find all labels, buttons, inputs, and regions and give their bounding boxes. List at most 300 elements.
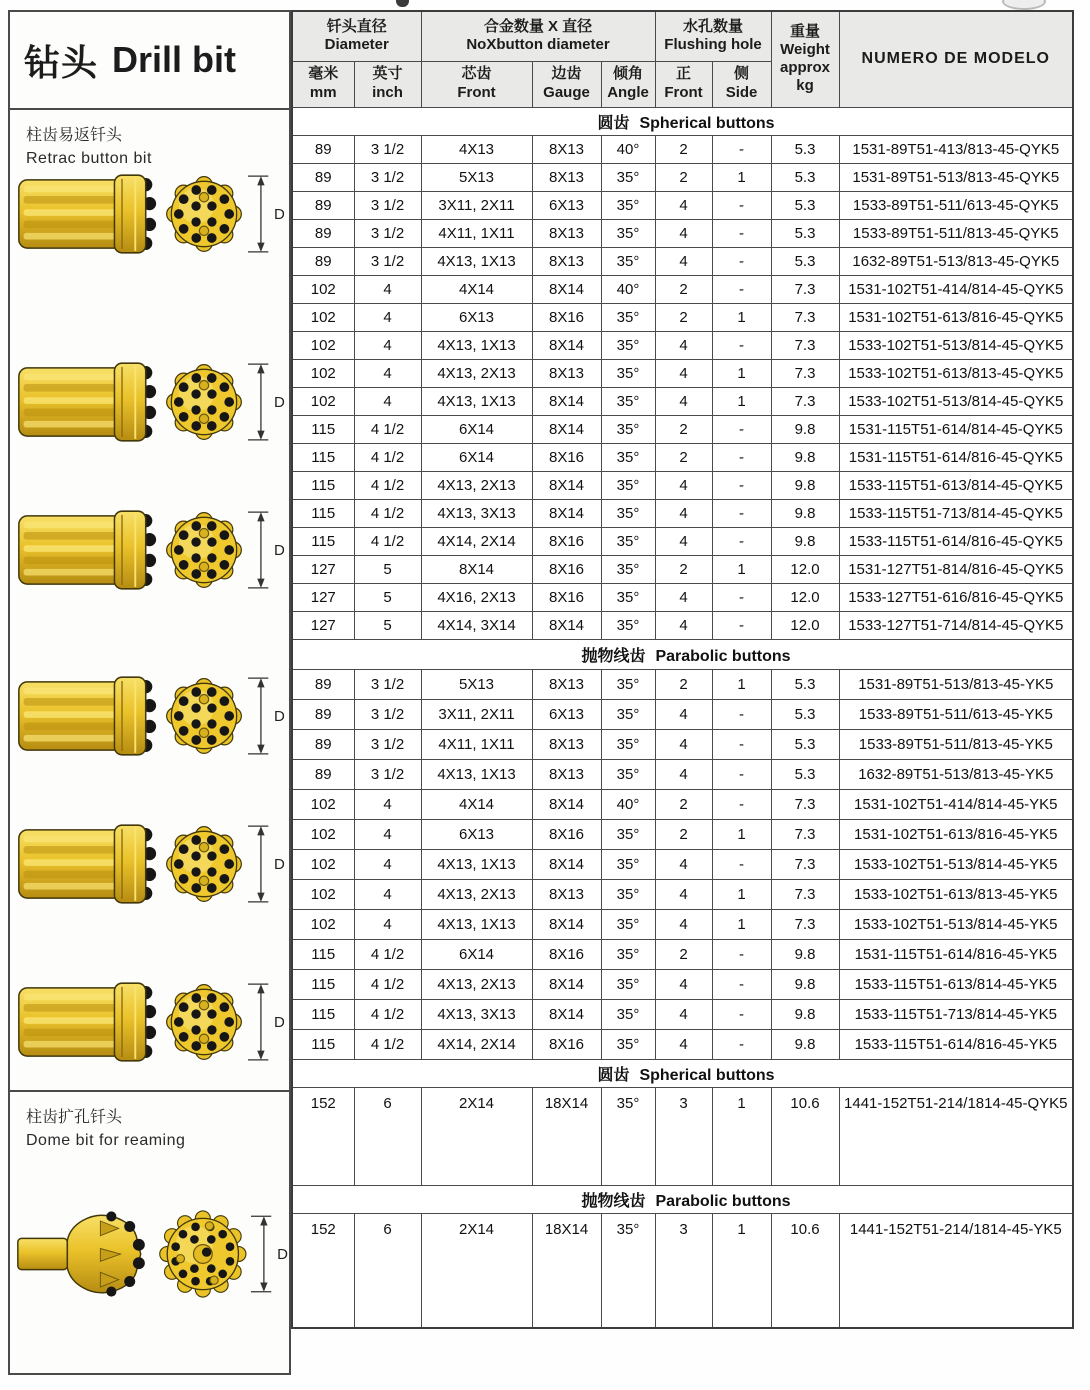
table-cell: 1531-115T51-614/816-45-YK5	[839, 939, 1073, 969]
section-label	[292, 1059, 1073, 1087]
table-cell: 4	[354, 879, 421, 909]
table-row	[292, 471, 1073, 499]
table-cell: 8X16	[532, 527, 601, 555]
table-cell: 12.0	[771, 555, 839, 583]
table-cell: 4X13, 3X13	[421, 999, 532, 1029]
drill-bit-side-view-image	[16, 979, 158, 1065]
table-cell: 4X13, 2X13	[421, 471, 532, 499]
table-cell: 1	[712, 879, 771, 909]
section-label-zh: 圆齿	[597, 114, 630, 132]
table-cell: 4	[655, 909, 712, 939]
table-cell: -	[712, 699, 771, 729]
section-label	[292, 1185, 1073, 1213]
table-cell: 3 1/2	[354, 247, 421, 275]
table-cell: -	[712, 219, 771, 247]
table-cell: 35°	[601, 819, 655, 849]
table-cell: 102	[292, 331, 354, 359]
table-cell: 35°	[601, 387, 655, 415]
dome-bit-figure	[16, 1204, 288, 1304]
table-row	[292, 443, 1073, 471]
table-cell: 8X14	[532, 499, 601, 527]
table-row	[292, 789, 1073, 819]
table-cell: 4 1/2	[354, 999, 421, 1029]
table-cell: 4X13, 2X13	[421, 359, 532, 387]
table-cell: 89	[292, 699, 354, 729]
table-cell: 4	[655, 583, 712, 611]
table-cell: 8X16	[532, 819, 601, 849]
table-cell: 4	[655, 527, 712, 555]
table-cell: 35°	[601, 191, 655, 219]
retrac-bit-label: 柱齿易返钎头 Retrac button bit	[26, 127, 152, 168]
table-cell: -	[712, 789, 771, 819]
table-cell: 115	[292, 443, 354, 471]
table-cell: 7.3	[771, 819, 839, 849]
table-cell: 4X13, 2X13	[421, 879, 532, 909]
table-cell: 35°	[601, 729, 655, 759]
table-cell: 102	[292, 275, 354, 303]
table-cell: 4	[655, 759, 712, 789]
table-row	[292, 191, 1073, 219]
table-cell: 5X13	[421, 163, 532, 191]
table-cell: 7.3	[771, 849, 839, 879]
table-cell: 1	[712, 1087, 771, 1185]
table-cell: 4X14, 3X14	[421, 611, 532, 639]
table-cell: 35°	[601, 247, 655, 275]
table-cell: 35°	[601, 1213, 655, 1328]
table-cell: 4	[655, 331, 712, 359]
table-cell: 8X14	[421, 555, 532, 583]
table-cell: 115	[292, 969, 354, 999]
table-cell: 3X11, 2X11	[421, 699, 532, 729]
spec-table	[291, 10, 1074, 1329]
table-cell: 35°	[601, 999, 655, 1029]
table-cell: 5	[354, 555, 421, 583]
table-cell: 5.3	[771, 669, 839, 699]
dimension-arrow-icon	[248, 359, 272, 445]
table-cell: 89	[292, 759, 354, 789]
table-cell: 1	[712, 555, 771, 583]
table-cell: 8X13	[532, 219, 601, 247]
table-cell: 1531-115T51-614/816-45-QYK5	[839, 443, 1073, 471]
table-cell: 8X13	[532, 759, 601, 789]
table-cell: 89	[292, 669, 354, 699]
dimension-arrow-icon	[248, 673, 272, 759]
table-cell: 5	[354, 611, 421, 639]
table-cell: 89	[292, 729, 354, 759]
table-cell: 2	[655, 939, 712, 969]
table-cell: -	[712, 729, 771, 759]
dimension-arrow-icon	[251, 1208, 275, 1300]
table-cell: 4	[655, 729, 712, 759]
header-mm: 毫米 mm	[292, 61, 354, 107]
table-row	[292, 1213, 1073, 1328]
table-cell: 1533-89T51-511/613-45-QYK5	[839, 191, 1073, 219]
table-cell: 8X14	[532, 969, 601, 999]
table-cell: 6X14	[421, 939, 532, 969]
table-row	[292, 247, 1073, 275]
table-cell: 4	[354, 789, 421, 819]
table-row	[292, 555, 1073, 583]
table-cell: 4X13, 1X13	[421, 849, 532, 879]
dome-bit-face-view-image	[156, 1207, 250, 1301]
table-cell: 1441-152T51-214/1814-45-YK5	[839, 1213, 1073, 1328]
header-diameter: 钎头直径 Diameter	[292, 11, 421, 61]
table-cell: 8X16	[532, 1029, 601, 1059]
table-cell: 1533-127T51-616/816-45-QYK5	[839, 583, 1073, 611]
table-cell: 35°	[601, 219, 655, 247]
retrac-bit-figure	[16, 170, 288, 258]
table-cell: 9.8	[771, 1029, 839, 1059]
table-cell: -	[712, 759, 771, 789]
table-cell: 1531-102T51-414/814-45-QYK5	[839, 275, 1073, 303]
table-cell: 4	[655, 359, 712, 387]
table-cell: 5.3	[771, 699, 839, 729]
table-cell: 35°	[601, 611, 655, 639]
table-cell: 4	[655, 699, 712, 729]
dimension-label: D	[274, 205, 285, 223]
table-cell: 35°	[601, 443, 655, 471]
table-cell: 1632-89T51-513/813-45-QYK5	[839, 247, 1073, 275]
table-cell: 2	[655, 555, 712, 583]
table-cell: 1531-89T51-513/813-45-YK5	[839, 669, 1073, 699]
table-cell: 3 1/2	[354, 729, 421, 759]
table-row	[292, 759, 1073, 789]
table-cell: 1533-115T51-614/816-45-QYK5	[839, 527, 1073, 555]
table-row	[292, 849, 1073, 879]
table-cell: 9.8	[771, 999, 839, 1029]
section-label-zh: 抛物线齿	[581, 647, 646, 665]
table-row	[292, 909, 1073, 939]
drill-bit-face-view-image	[162, 508, 246, 592]
table-cell: 8X14	[532, 909, 601, 939]
table-cell: 4	[354, 331, 421, 359]
table-cell: 1533-102T51-513/814-45-QYK5	[839, 387, 1073, 415]
table-cell: 4 1/2	[354, 499, 421, 527]
table-row	[292, 1029, 1073, 1059]
table-cell: 115	[292, 415, 354, 443]
table-cell: 18X14	[532, 1087, 601, 1185]
table-cell: 8X14	[532, 275, 601, 303]
retrac-bit-figure	[16, 506, 288, 594]
table-cell: 35°	[601, 939, 655, 969]
table-cell: 40°	[601, 135, 655, 163]
table-cell: 3 1/2	[354, 135, 421, 163]
table-cell: -	[712, 247, 771, 275]
dimension-label: D	[274, 541, 285, 559]
table-cell: 7.3	[771, 359, 839, 387]
table-cell: 5.3	[771, 219, 839, 247]
section-label-zh: 抛物线齿	[581, 1192, 646, 1210]
drill-bit-side-view-image	[16, 673, 158, 759]
drill-bit-face-view-image	[162, 674, 246, 758]
table-cell: 127	[292, 611, 354, 639]
table-row	[292, 1087, 1073, 1185]
table-cell: 4	[655, 247, 712, 275]
table-cell: 89	[292, 191, 354, 219]
table-cell: 3 1/2	[354, 669, 421, 699]
table-cell: 35°	[601, 849, 655, 879]
table-cell: 4X13	[421, 135, 532, 163]
table-cell: 1533-115T51-613/814-45-QYK5	[839, 471, 1073, 499]
page-title-en: Drill bit	[112, 39, 237, 80]
table-cell: 115	[292, 1029, 354, 1059]
table-cell: 6X14	[421, 443, 532, 471]
table-cell: 35°	[601, 759, 655, 789]
dimension-label: D	[274, 855, 285, 873]
header-hole-side: 侧 Side	[712, 61, 771, 107]
table-cell: 7.3	[771, 789, 839, 819]
table-cell: 4X14, 2X14	[421, 527, 532, 555]
table-cell: 1	[712, 163, 771, 191]
section-label	[292, 107, 1073, 135]
table-cell: 4	[354, 359, 421, 387]
table-cell: 4X14	[421, 789, 532, 819]
table-cell: 2	[655, 819, 712, 849]
table-cell: 1531-89T51-513/813-45-QYK5	[839, 163, 1073, 191]
table-cell: 35°	[601, 909, 655, 939]
table-row	[292, 611, 1073, 639]
table-cell: 4	[354, 387, 421, 415]
drill-bit-side-view-image	[16, 359, 158, 445]
table-cell: 3	[655, 1087, 712, 1185]
table-cell: 4X11, 1X11	[421, 219, 532, 247]
table-cell: 1632-89T51-513/813-45-YK5	[839, 759, 1073, 789]
table-cell: 1	[712, 669, 771, 699]
table-cell: 8X16	[532, 303, 601, 331]
table-row	[292, 387, 1073, 415]
table-cell: 8X14	[532, 387, 601, 415]
table-cell: 1533-115T51-613/814-45-YK5	[839, 969, 1073, 999]
table-cell: -	[712, 191, 771, 219]
table-cell: 4X13, 2X13	[421, 969, 532, 999]
header-angle: 倾角 Angle	[601, 61, 655, 107]
table-cell: 8X14	[532, 471, 601, 499]
table-cell: 35°	[601, 583, 655, 611]
table-cell: 8X16	[532, 443, 601, 471]
table-cell: 3 1/2	[354, 219, 421, 247]
table-header	[292, 11, 1073, 107]
table-cell: 6X13	[421, 819, 532, 849]
table-section	[292, 107, 1073, 639]
table-cell: 102	[292, 879, 354, 909]
retrac-bit-figure	[16, 672, 288, 760]
table-cell: 9.8	[771, 499, 839, 527]
table-cell: 6X13	[532, 191, 601, 219]
section-header-row	[292, 1185, 1073, 1213]
table-row	[292, 331, 1073, 359]
table-cell: 5.3	[771, 191, 839, 219]
table-cell: 1533-115T51-713/814-45-QYK5	[839, 499, 1073, 527]
table-cell: 35°	[601, 471, 655, 499]
table-cell: 7.3	[771, 303, 839, 331]
cropped-text-artifact	[396, 0, 409, 7]
table-cell: 8X14	[532, 415, 601, 443]
table-cell: 3X11, 2X11	[421, 191, 532, 219]
table-row	[292, 669, 1073, 699]
table-cell: 1531-102T51-613/816-45-QYK5	[839, 303, 1073, 331]
table-cell: 4	[655, 611, 712, 639]
table-cell: 1531-89T51-413/813-45-QYK5	[839, 135, 1073, 163]
table-cell: 8X14	[532, 849, 601, 879]
table-cell: 35°	[601, 1087, 655, 1185]
table-cell: 1533-102T51-513/814-45-QYK5	[839, 331, 1073, 359]
table-cell: 5.3	[771, 729, 839, 759]
table-cell: 1533-115T51-713/814-45-YK5	[839, 999, 1073, 1029]
retrac-bit-figure	[16, 978, 288, 1066]
table-cell: 8X13	[532, 669, 601, 699]
table-cell: 89	[292, 163, 354, 191]
table-cell: 127	[292, 583, 354, 611]
table-cell: 40°	[601, 789, 655, 819]
table-cell: 7.3	[771, 275, 839, 303]
table-cell: 115	[292, 939, 354, 969]
table-cell: 4 1/2	[354, 415, 421, 443]
dimension-label: D	[274, 1013, 285, 1031]
table-cell: 12.0	[771, 611, 839, 639]
table-cell: 8X13	[532, 879, 601, 909]
table-cell: 5	[354, 583, 421, 611]
table-cell: 3 1/2	[354, 759, 421, 789]
table-cell: 115	[292, 499, 354, 527]
table-cell: -	[712, 611, 771, 639]
table-cell: 10.6	[771, 1087, 839, 1185]
table-cell: 4X13, 1X13	[421, 759, 532, 789]
table-cell: 102	[292, 359, 354, 387]
table-cell: 4	[354, 275, 421, 303]
table-cell: 9.8	[771, 527, 839, 555]
table-cell: 9.8	[771, 969, 839, 999]
table-row	[292, 275, 1073, 303]
table-cell: 8X14	[532, 999, 601, 1029]
table-row	[292, 527, 1073, 555]
table-cell: 12.0	[771, 583, 839, 611]
table-cell: 1	[712, 909, 771, 939]
dome-bit-section	[10, 1092, 289, 1373]
dome-bit-label: 柱齿扩孔钎头 Dome bit for reaming	[26, 1109, 186, 1150]
table-cell: 152	[292, 1087, 354, 1185]
table-cell: 35°	[601, 879, 655, 909]
table-cell: 35°	[601, 969, 655, 999]
table-cell: 35°	[601, 359, 655, 387]
header-front: 芯齿 Front	[421, 61, 532, 107]
table-cell: 7.3	[771, 387, 839, 415]
table-cell: 4 1/2	[354, 471, 421, 499]
table-cell: -	[712, 499, 771, 527]
table-cell: 1531-102T51-414/814-45-YK5	[839, 789, 1073, 819]
table-cell: 1533-102T51-513/814-45-YK5	[839, 849, 1073, 879]
drill-bit-face-view-image	[162, 172, 246, 256]
table-cell: 8X13	[532, 247, 601, 275]
header-flushing-hole: 水孔数量 Flushing hole	[655, 11, 771, 61]
table-cell: 2X14	[421, 1087, 532, 1185]
table-cell: 2	[655, 669, 712, 699]
drill-bit-face-view-image	[162, 980, 246, 1064]
table-row	[292, 415, 1073, 443]
table-cell: 9.8	[771, 939, 839, 969]
section-label-en: Spherical buttons	[639, 1066, 775, 1084]
table-cell: 102	[292, 789, 354, 819]
table-cell: 1533-102T51-613/813-45-YK5	[839, 879, 1073, 909]
table-cell: 152	[292, 1213, 354, 1328]
table-cell: 2	[655, 275, 712, 303]
table-cell: 35°	[601, 1029, 655, 1059]
table-row	[292, 499, 1073, 527]
table-cell: 5.3	[771, 759, 839, 789]
table-cell: 35°	[601, 555, 655, 583]
cropped-logo-artifact	[1002, 0, 1046, 10]
table-cell: 89	[292, 247, 354, 275]
table-cell: 6	[354, 1213, 421, 1328]
table-cell: 3 1/2	[354, 191, 421, 219]
table-cell: 4X14, 2X14	[421, 1029, 532, 1059]
table-cell: 1533-89T51-511/813-45-YK5	[839, 729, 1073, 759]
table-cell: 4	[354, 909, 421, 939]
table-cell: 8X14	[532, 789, 601, 819]
table-cell: 35°	[601, 163, 655, 191]
dome-bit-side-view-image	[16, 1207, 154, 1301]
table-cell: 1533-89T51-511/813-45-QYK5	[839, 219, 1073, 247]
table-cell: 9.8	[771, 471, 839, 499]
table-cell: 8X13	[532, 163, 601, 191]
table-cell: -	[712, 1029, 771, 1059]
table-cell: 1533-89T51-511/613-45-YK5	[839, 699, 1073, 729]
table-cell: 2	[655, 135, 712, 163]
section-label-zh: 圆齿	[597, 1066, 630, 1084]
table-cell: 7.3	[771, 879, 839, 909]
section-label-en: Spherical buttons	[639, 114, 775, 132]
section-label-en: Parabolic buttons	[655, 1192, 791, 1210]
table-cell: 4	[655, 879, 712, 909]
table-cell: 35°	[601, 415, 655, 443]
section-label	[292, 639, 1073, 669]
drill-bit-side-view-image	[16, 821, 158, 907]
table-cell: -	[712, 969, 771, 999]
dimension-arrow-icon	[248, 821, 272, 907]
table-section	[292, 639, 1073, 1059]
table-cell: -	[712, 135, 771, 163]
table-cell: -	[712, 415, 771, 443]
table-cell: 35°	[601, 499, 655, 527]
section-header-row	[292, 1059, 1073, 1087]
table-cell: 7.3	[771, 331, 839, 359]
table-cell: 7.3	[771, 909, 839, 939]
table-cell: 8X14	[532, 331, 601, 359]
table-cell: 115	[292, 471, 354, 499]
dimension-arrow-icon	[248, 979, 272, 1065]
table-cell: 8X13	[532, 359, 601, 387]
table-cell: 4	[655, 999, 712, 1029]
table-cell: 4	[354, 819, 421, 849]
table-cell: 2X14	[421, 1213, 532, 1328]
table-cell: -	[712, 939, 771, 969]
table-cell: 9.8	[771, 443, 839, 471]
table-row	[292, 163, 1073, 191]
table-cell: 102	[292, 849, 354, 879]
table-cell: 1533-115T51-614/816-45-YK5	[839, 1029, 1073, 1059]
table-cell: 6X13	[532, 699, 601, 729]
table-cell: 89	[292, 219, 354, 247]
table-cell: 4	[655, 499, 712, 527]
retrac-bit-section	[10, 110, 289, 1092]
table-cell: 8X14	[532, 611, 601, 639]
table-cell: 3 1/2	[354, 163, 421, 191]
table-row	[292, 999, 1073, 1029]
header-inch: 英寸 inch	[354, 61, 421, 107]
table-cell: 4	[655, 387, 712, 415]
table-cell: -	[712, 443, 771, 471]
table-cell: 2	[655, 303, 712, 331]
table-cell: 40°	[601, 275, 655, 303]
